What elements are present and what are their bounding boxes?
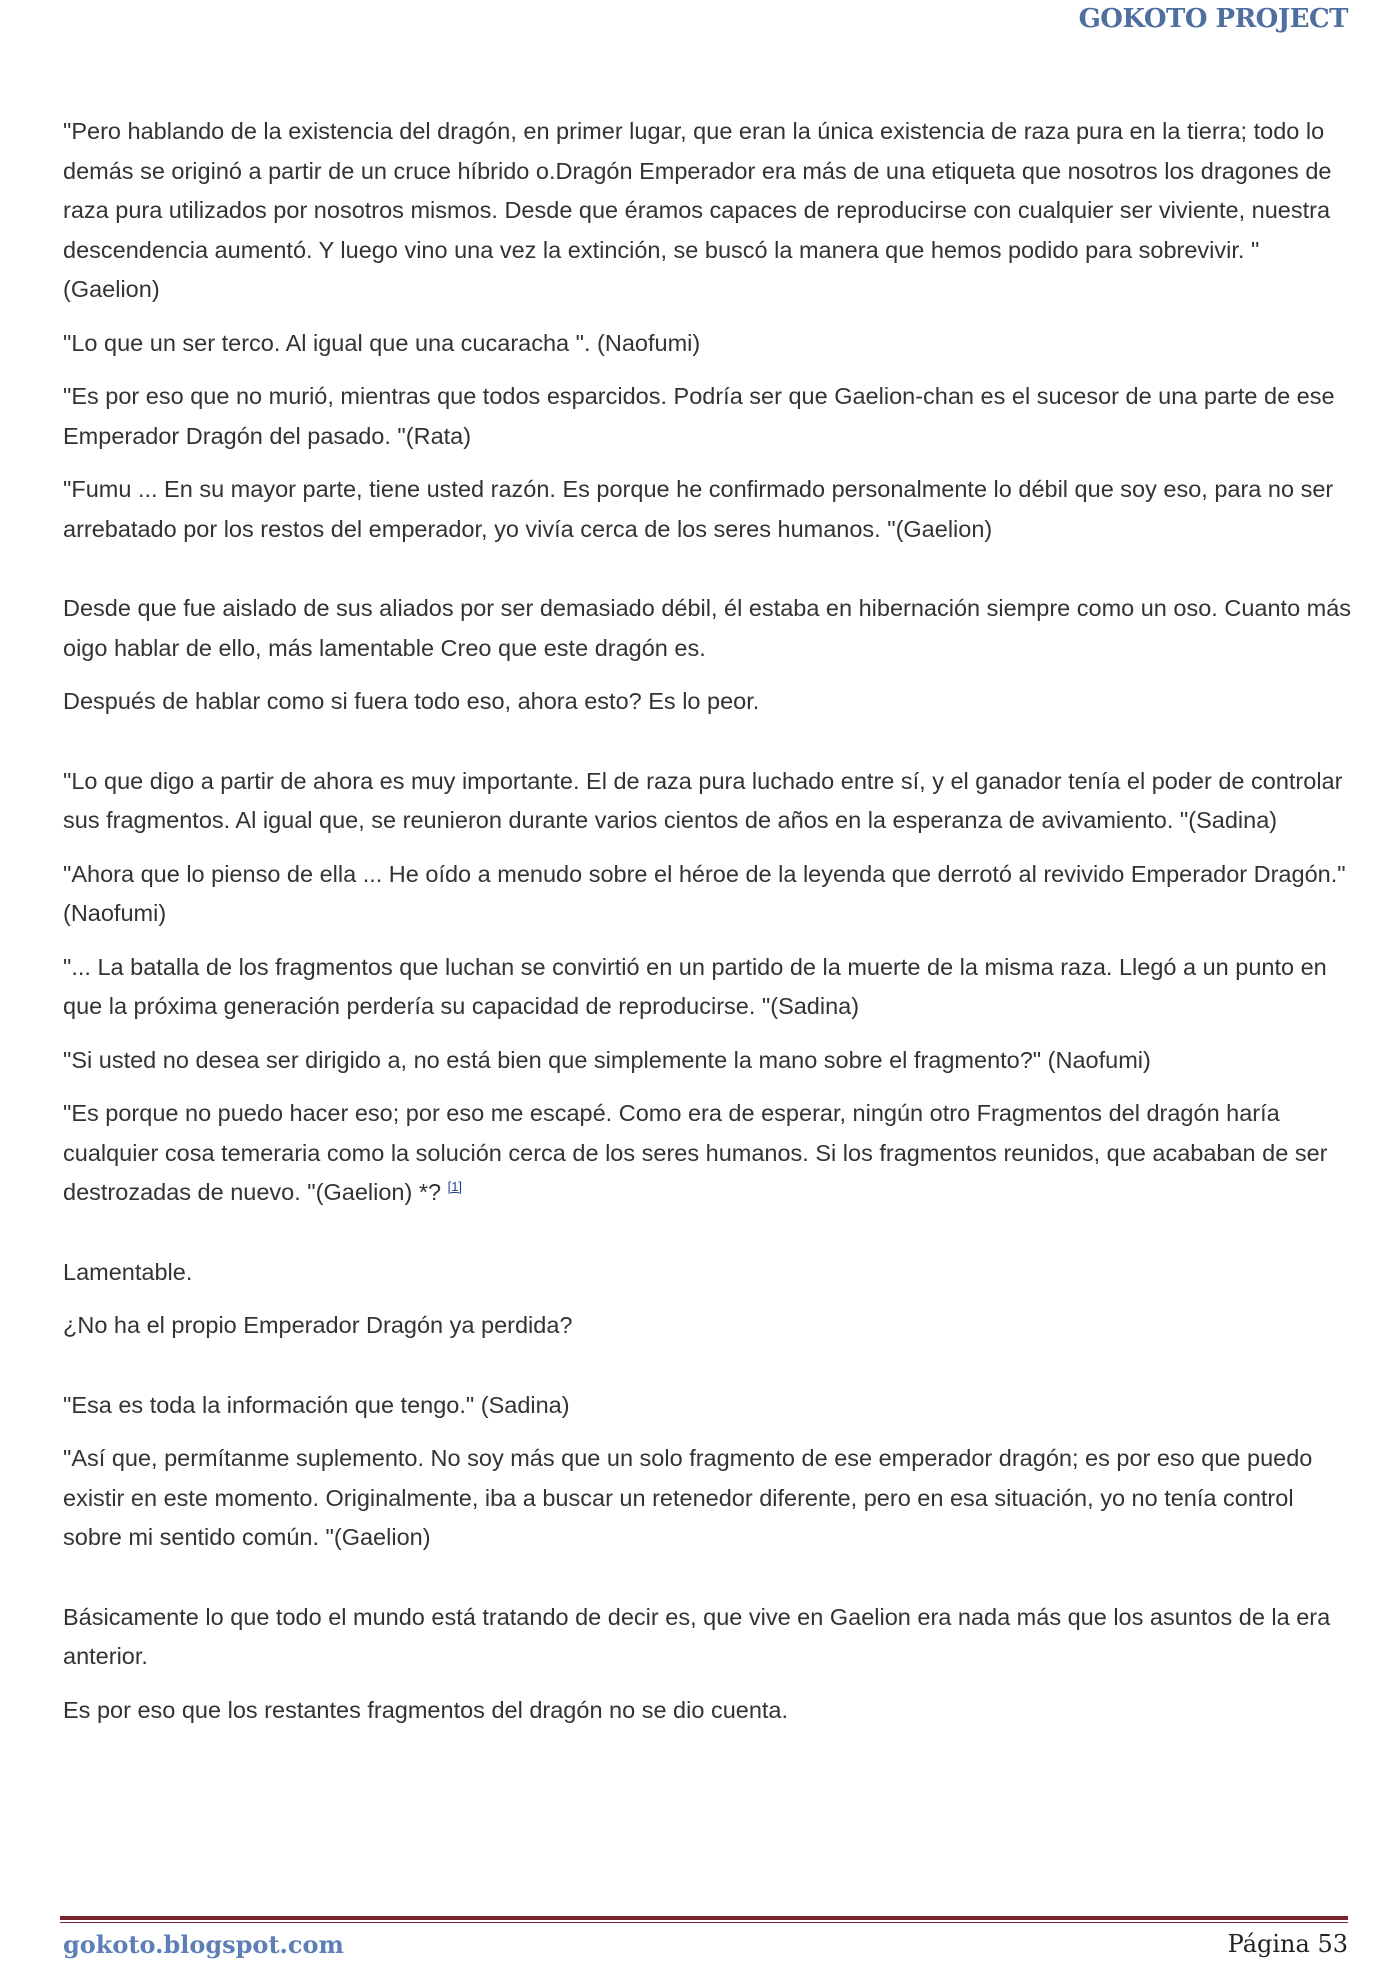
footnote-link[interactable]: [1] [447, 1179, 463, 1195]
paragraph: "Es por eso que no murió, mientras que todos esparcidos. Podría ser que Gaelion-chan es el sucesor de una parte de ese Emperador Dragón del pasado. "(Rata) [63, 383, 1335, 449]
page-header-title: GOKOTO PROJECT [1078, 4, 1348, 34]
paragraph: "Ahora que lo pienso de ella ... He oído a menudo sobre el héroe de la leyenda que derrotó al revivido Emperador Dragón." (Naofumi) [63, 860, 1346, 926]
paragraph: Lamentable. [63, 1258, 193, 1285]
footer-divider-thick [60, 1916, 1348, 1920]
paragraph: "Esa es toda la información que tengo." (Sadina) [63, 1391, 570, 1418]
paragraph-text: "Es porque no puedo hacer eso; por eso me escapé. Como era de esperar, ningún otro Fragmentos del dragón haría cualquier cosa temeraria como la solución cerca de los seres humanos. Si los fragmentos reunidos, que acababan de ser destrozadas de nuevo. "(Gaelion) *? [63, 1100, 1328, 1205]
footer-divider-thin [60, 1922, 1348, 1923]
paragraph: Desde que fue aislado de sus aliados por ser demasiado débil, él estaba en hibernación siempre como un oso. Cuanto más oigo hablar de ello, más lamentable Creo que este dragón es. [63, 595, 1352, 661]
paragraph: "... La batalla de los fragmentos que luchan se convirtió en un partido de la muerte de la misma raza. Llegó a un punto en que la próxima generación perdería su capacidad de reproducirse. "(Sadina) [63, 953, 1327, 1019]
paragraph: "Fumu ... En su mayor parte, tiene usted razón. Es porque he confirmado personalmente lo débil que soy eso, para no ser arrebatado por los restos del emperador, yo vivía cerca de los seres humanos. "(Gaelion) [63, 476, 1334, 542]
paragraph: Después de hablar como si fuera todo eso, ahora esto? Es lo peor. [63, 688, 760, 714]
page-number: Página 53 [1227, 1930, 1348, 1958]
paragraph: ¿No ha el propio Emperador Dragón ya perdida? [63, 1312, 573, 1338]
paragraph-with-footnote [63, 1094, 1353, 1213]
footer-site-link[interactable]: gokoto.blogspot.com [63, 1930, 344, 1959]
paragraph: "Si usted no desea ser dirigido a, no está bien que simplemente la mano sobre el fragmento?" (Naofumi) [63, 1046, 1151, 1073]
paragraph: "Pero hablando de la existencia del dragón, en primer lugar, que eran la única existencia de raza pura en la tierra; todo lo demás se originó a partir de un cruce híbrido o.Dragón Emperador era más de una etiqueta que nosotros los dragones de raza pura utilizados por nosotros mismos. Desde que éramos capaces de reproducirse con cualquier ser viviente, nuestra descendencia aumentó. Y luego vino una vez la extinción, se buscó la manera que hemos podido para sobrevivir. "(Gaelion) [63, 118, 1332, 302]
paragraph: "Lo que digo a partir de ahora es muy importante. El de raza pura luchado entre sí, y el ganador tenía el poder de controlar sus fragmentos. Al igual que, se reunieron durante varios cientos de años en la esperanza de avivamiento. "(Sadina) [63, 767, 1343, 833]
footer-divider [60, 1916, 1348, 1923]
paragraph: "Lo que un ser terco. Al igual que una cucaracha ". (Naofumi) [63, 329, 701, 356]
paragraph: Es por eso que los restantes fragmentos del dragón no se dio cuenta. [63, 1696, 789, 1723]
paragraph: "Así que, permítanme suplemento. No soy más que un solo fragmento de ese emperador dragón; es por eso que puedo existir en este momento. Originalmente, iba a buscar un retenedor diferente, pero en esa situación, yo no tenía control sobre mi sentido común. "(Gaelion) [63, 1445, 1313, 1550]
paragraph: Básicamente lo que todo el mundo está tratando de decir es, que vive en Gaelion era nada más que los asuntos de la era anterior. [63, 1603, 1331, 1669]
document-body [63, 112, 1353, 1744]
